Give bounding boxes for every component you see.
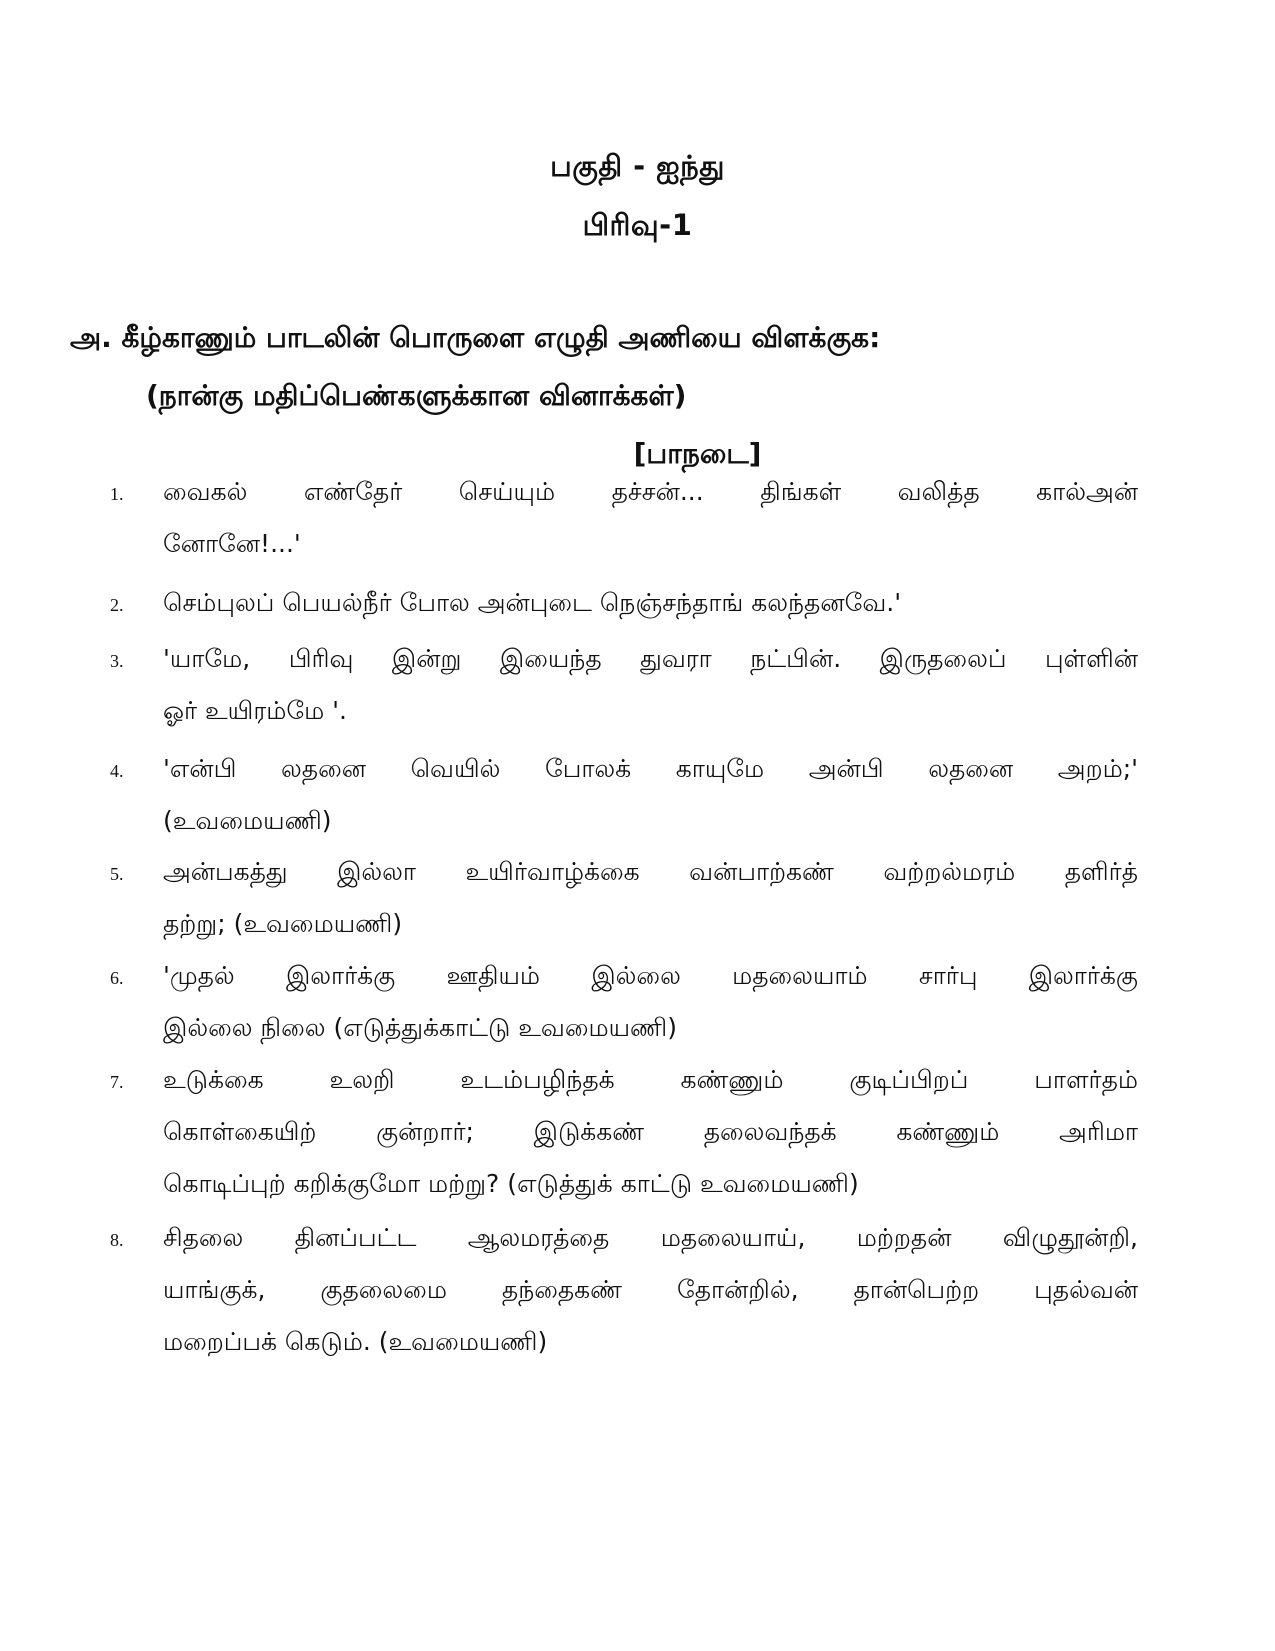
item-line: 'யாமே, பிரிவு இன்று இயைந்த துவரா நட்பின். இருதலைப் புள்ளின் — [163, 644, 1138, 673]
item-line: இல்லை நிலை (எடுத்துக்காட்டு உவமையணி) — [163, 1013, 677, 1042]
item-text — [163, 1212, 1138, 1368]
item-line: யாங்குக், குதலைமை தந்தைகண் தோன்றில், தான்பெற்ற புதல்வன் — [163, 1275, 1138, 1304]
part-heading: பகுதி - ஐந்து — [550, 149, 725, 183]
item-text — [163, 577, 1138, 629]
item-line: 'முதல் இலார்க்கு ஊதியம் இல்லை மதலையாம் சார்பு இலார்க்கு — [163, 961, 1138, 990]
marks-note: (நான்கு மதிப்பெண்களுக்கான வினாக்கள்) — [146, 379, 687, 412]
item-number: 3. — [110, 651, 124, 671]
item-text — [163, 466, 1138, 570]
item-line: கொள்கையிற் குன்றார்; இடுக்கண் தலைவந்தக் கண்ணும் அரிமா — [163, 1117, 1138, 1146]
question-instruction: அ. கீழ்காணும் பாடலின் பொருளை எழுதி அணியை விளக்குக: — [70, 321, 881, 354]
item-line: (உவமையணி) — [163, 806, 332, 835]
item-number: 2. — [110, 595, 124, 615]
item-line: கொடிப்புற் கறிக்குமோ மற்று? (எடுத்துக் காட்டு உவமையணி) — [163, 1169, 859, 1198]
item-text — [163, 846, 1138, 950]
item-line: சிதலை தினப்பட்ட ஆலமரத்தை மதலையாய், மற்றதன் விழுதூன்றி, — [163, 1223, 1138, 1252]
item-text — [163, 743, 1138, 847]
item-line: ஓர் உயிரம்மே '. — [163, 696, 347, 725]
item-line: உடுக்கை உலறி உடம்பழிந்தக் கண்ணும் குடிப்பிறப் பாளர்தம் — [163, 1065, 1138, 1094]
item-line: னோனே!...' — [163, 529, 301, 558]
item-number: 6. — [110, 968, 124, 988]
item-line: மறைப்பக் கெடும். (உவமையணி) — [163, 1327, 548, 1356]
item-text — [163, 950, 1138, 1054]
item-number: 8. — [110, 1230, 124, 1250]
item-line: தற்று; (உவமையணி) — [163, 909, 403, 938]
item-text — [163, 633, 1138, 737]
section-heading: பிரிவு-1 — [582, 208, 693, 242]
item-number: 7. — [110, 1072, 124, 1092]
item-line: வைகல் எண்தேர் செய்யும் தச்சன்... திங்கள் வலித்த கால்அன் — [163, 477, 1138, 506]
item-line: செம்புலப் பெயல்நீர் போல அன்புடை நெஞ்சந்தாங் கலந்தனவே.' — [163, 588, 902, 617]
pattern-label: [பாநடை] — [633, 437, 762, 470]
item-line: அன்பகத்து இல்லா உயிர்வாழ்க்கை வன்பாற்கண் வற்றல்மரம் தளிர்த் — [163, 857, 1138, 886]
item-number: 1. — [110, 484, 124, 504]
item-number: 5. — [110, 864, 124, 884]
item-line: 'என்பி லதனை வெயில் போலக் காயுமே அன்பி லதனை அறம்;' — [163, 754, 1138, 783]
item-text — [163, 1054, 1138, 1210]
item-number: 4. — [110, 761, 124, 781]
